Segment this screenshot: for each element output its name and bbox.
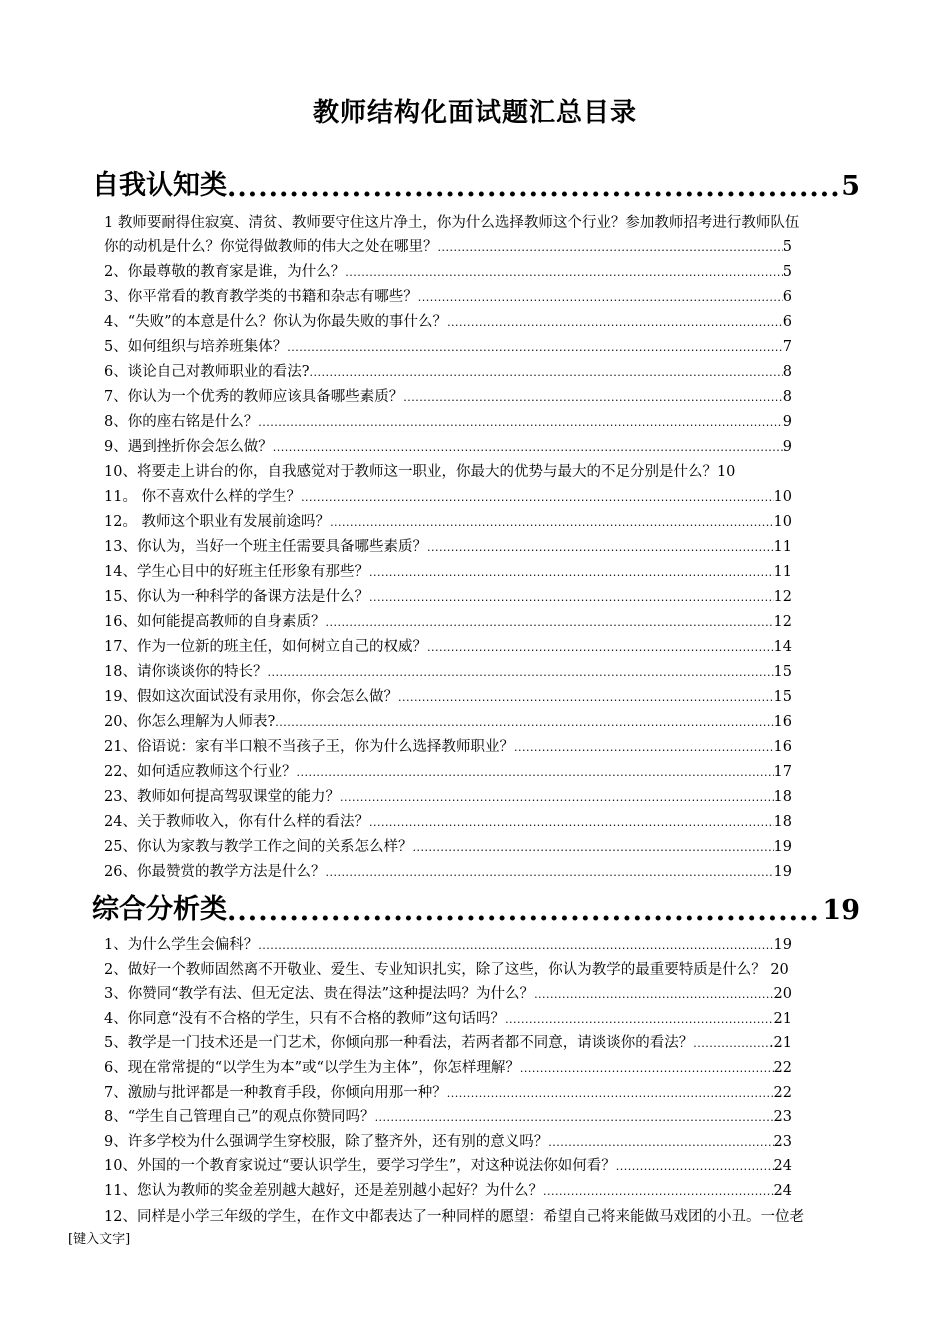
leader-dots xyxy=(267,661,773,683)
toc-entry-page: 18 xyxy=(773,814,792,830)
leader-dots xyxy=(548,1131,773,1153)
toc-entry[interactable] xyxy=(104,1057,792,1079)
section-page-number: 19 xyxy=(822,895,860,926)
leader-dots xyxy=(340,786,774,808)
leader-dots xyxy=(369,811,774,833)
toc-entry[interactable] xyxy=(104,1155,792,1177)
toc-entry[interactable] xyxy=(104,836,792,858)
toc-entry-page: 5 xyxy=(782,239,792,255)
toc-entry[interactable] xyxy=(104,461,884,483)
toc-entry-page: 11 xyxy=(773,539,792,555)
toc-entry-page: 17 xyxy=(773,764,792,780)
toc-entry-page: .21 xyxy=(768,1035,792,1052)
leader-dots xyxy=(427,536,774,558)
toc-entry[interactable] xyxy=(104,361,792,383)
toc-entry[interactable] xyxy=(104,1106,792,1128)
leader-dots xyxy=(310,361,783,383)
toc-entry[interactable] xyxy=(104,411,792,433)
toc-entry-page: 8 xyxy=(782,364,792,380)
leader-dots xyxy=(534,983,773,1005)
toc-entry-page: 19 xyxy=(773,864,792,880)
toc-entry[interactable] xyxy=(104,536,792,558)
leader-dots xyxy=(505,1008,773,1030)
leader-dots xyxy=(427,636,774,658)
toc-entry-text: 2、你最尊敬的教育家是谁，为什么？ xyxy=(104,264,346,280)
toc-entry-text: 20、你怎么理解为人师表? xyxy=(104,714,276,730)
leader-dots xyxy=(369,561,774,583)
section-heading-label: 自我认知类 xyxy=(92,170,227,201)
toc-entry-text: 你的动机是什么？你觉得做教师的伟大之处在哪里？ xyxy=(104,239,438,255)
leader-dots xyxy=(438,236,783,258)
toc-entry[interactable] xyxy=(104,386,792,408)
section-page-number: 5 xyxy=(841,171,860,202)
toc-entry-page: 12 xyxy=(773,614,792,630)
toc-entry[interactable] xyxy=(104,636,792,658)
toc-entry[interactable] xyxy=(104,1131,792,1153)
toc-entry-text: 3、你赞同“教学有法、但无定法、贵在得法”这种提法吗？为什么？ xyxy=(104,986,535,1003)
toc-entry[interactable] xyxy=(104,1180,792,1202)
toc-entry-text: 6、谈论自己对教师职业的看法? xyxy=(104,364,310,380)
toc-entry-text: 4、“失败”的本意是什么？你认为你最失败的事什么？ xyxy=(104,314,448,330)
toc-entry-page: 23 xyxy=(773,1133,792,1150)
toc-entry-page: 18 xyxy=(773,789,792,805)
toc-entry-page: 7 xyxy=(782,339,792,355)
leader-dots xyxy=(227,172,841,202)
leader-dots xyxy=(412,836,773,858)
toc-entry-page: 8 xyxy=(782,389,792,405)
toc-entry-page: 6 xyxy=(782,314,792,330)
toc-entry[interactable] xyxy=(104,686,792,708)
toc-entry-text: 6、现在常常提的“以学生为本”或“以学生为主体”，你怎样理解？ xyxy=(104,1060,520,1076)
toc-entry-page: 9 xyxy=(782,414,792,430)
toc-entry[interactable] xyxy=(104,261,792,283)
leader-dots xyxy=(520,1057,774,1079)
toc-entry-page: 24 xyxy=(773,1183,792,1199)
leader-dots xyxy=(369,586,774,608)
toc-entry-text: 9、许多学校为什么强调学生穿校服，除了整齐外，还有别的意义吗？ xyxy=(104,1133,549,1150)
leader-dots xyxy=(616,1155,774,1177)
toc-entry[interactable] xyxy=(104,736,792,758)
toc-entry[interactable] xyxy=(104,286,792,308)
toc-entry-text: 26、你最赞赏的教学方法是什么？ xyxy=(104,864,326,880)
toc-entry[interactable] xyxy=(104,311,792,333)
toc-entry-text: 7、你认为一个优秀的教师应该具备哪些素质？ xyxy=(104,389,404,405)
leader-dots xyxy=(296,761,773,783)
toc-entry-text: 8、“学生自己管理自己”的观点你赞同吗？ xyxy=(104,1109,375,1126)
toc-entry-page: 20 xyxy=(773,986,792,1003)
toc-entry-text: 25、你认为家教与教学工作之间的关系怎么样？ xyxy=(104,839,413,855)
toc-entry-text: 10、将要走上讲台的你，自我感觉对于教师这一职业，你最大的优势与最大的不足分别是什么？10 xyxy=(104,464,736,480)
leader-dots xyxy=(375,1106,774,1128)
leader-dots xyxy=(287,336,783,358)
toc-entry-text: 24、关于教师收入，你有什么样的看法？ xyxy=(104,814,369,830)
leader-dots xyxy=(275,711,773,733)
toc-entry-page: 16 xyxy=(773,714,792,730)
toc-entry[interactable] xyxy=(104,336,792,358)
toc-entry-text: 11、您认为教师的奖金差别越大越好，还是差别越小起好？为什么？ xyxy=(104,1183,543,1199)
leader-dots xyxy=(325,861,773,883)
toc-entry[interactable] xyxy=(104,811,792,833)
toc-entry-text: 14、学生心目中的好班主任形象有那些？ xyxy=(104,564,369,580)
leader-dots xyxy=(273,436,783,458)
toc-entry-text: 5、教学是一门技术还是一门艺术，你倾向那一种看法，若两者都不同意，请谈谈你的看法？ xyxy=(104,1035,694,1052)
toc-entry-text: 3、你平常看的教育教学类的书籍和杂志有哪些？ xyxy=(104,289,418,305)
toc-entry-text: 17、作为一位新的班主任，如何树立自己的权威？ xyxy=(104,639,427,655)
toc-entry-page: 14 xyxy=(773,639,792,655)
leader-dots xyxy=(693,1032,769,1054)
toc-entry-text: 21、俗语说：家有半口粮不当孩子王，你为什么选择教师职业？ xyxy=(104,739,514,755)
leader-dots xyxy=(227,896,822,926)
toc-entry-text: 12。 教师这个职业有发展前途吗？ xyxy=(104,514,331,530)
toc-entry-text: 11。 你不喜欢什么样的学生？ xyxy=(104,489,302,505)
leader-dots xyxy=(418,286,783,308)
toc-entry[interactable] xyxy=(104,1082,792,1104)
toc-entry[interactable] xyxy=(104,586,792,608)
toc-entry[interactable] xyxy=(104,561,792,583)
toc-entry[interactable] xyxy=(104,934,792,956)
toc-entry-page: 6 xyxy=(782,289,792,305)
leader-dots xyxy=(325,611,773,633)
toc-entry-page: 19 xyxy=(773,839,792,855)
toc-entry[interactable] xyxy=(104,661,792,683)
toc-entry-text: 5、如何组织与培养班集体？ xyxy=(104,339,288,355)
toc-entry-text: 16、如何能提高教师的自身素质？ xyxy=(104,614,326,630)
toc-entry-text: 4、你同意“没有不合格的学生，只有不合格的教师”这句话吗？ xyxy=(104,1010,506,1027)
toc-entry-text: 18、请你谈谈你的特长？ xyxy=(104,664,268,680)
toc-entry-page: 15 xyxy=(773,664,792,680)
toc-entry-page: 16 xyxy=(773,739,792,755)
toc-entry-text: 10、外国的一个教育家说过“要认识学生，要学习学生”，对这种说法你如何看？ xyxy=(104,1158,616,1175)
leader-dots xyxy=(301,486,773,508)
toc-entry-page: 22 xyxy=(773,1060,792,1076)
toc-entry-page: 24 xyxy=(773,1158,792,1175)
toc-entry[interactable] xyxy=(104,511,792,533)
toc-entry-page: 11 xyxy=(773,564,792,580)
toc-entry[interactable] xyxy=(104,436,792,458)
toc-entry[interactable] xyxy=(104,861,792,883)
toc-entry-page: 22 xyxy=(773,1084,792,1101)
section-heading-label: 综合分析类 xyxy=(92,894,227,925)
leader-dots xyxy=(514,736,774,758)
leader-dots xyxy=(345,261,783,283)
toc-entry-text: 23、教师如何提高驾驭课堂的能力？ xyxy=(104,789,340,805)
toc-entry-text: 13、你认为，当好一个班主任需要具备哪些素质？ xyxy=(104,539,427,555)
toc-entry[interactable] xyxy=(104,983,792,1005)
toc-entry[interactable] xyxy=(104,959,884,981)
toc-entry-text: 9、遇到挫折你会怎么做？ xyxy=(104,439,273,455)
section-heading-self-awareness[interactable] xyxy=(92,168,860,202)
toc-entry-page: 9 xyxy=(782,439,792,455)
page-title: 教师结构化面试题汇总目录 xyxy=(312,98,637,128)
section-heading-comprehensive-analysis[interactable] xyxy=(92,892,860,926)
footer-placeholder: [键入文字] xyxy=(68,1232,131,1247)
toc-entry-text: 1、为什么学生会偏科？ xyxy=(104,937,259,953)
toc-entry[interactable] xyxy=(104,761,792,783)
toc-entry-page: 5 xyxy=(782,264,792,280)
toc-entry[interactable] xyxy=(104,236,792,258)
leader-dots xyxy=(398,686,774,708)
toc-entry-text: 2、做好一个教师固然离不开敬业、爱生、专业知识扎实，除了这些，你认为教学的最重要特质是什么？ 20 xyxy=(104,961,789,978)
toc-entry-page: 23 xyxy=(773,1109,792,1126)
toc-entry-text: 7、激励与批评都是一种教育手段，你倾向用那一种？ xyxy=(104,1084,447,1101)
toc-entry-page: 21 xyxy=(773,1010,792,1027)
leader-dots xyxy=(447,311,783,333)
toc-entry[interactable] xyxy=(104,1032,792,1054)
leader-dots xyxy=(330,511,773,533)
toc-entry-page: 19 xyxy=(773,937,792,953)
toc-entry-text: 15、你认为一种科学的备课方法是什么？ xyxy=(104,589,369,605)
toc-entry-page: 10 xyxy=(773,514,792,530)
toc-entry[interactable] xyxy=(104,611,792,633)
toc-entry-page: 15 xyxy=(773,689,792,705)
toc-entry-page: 10 xyxy=(773,489,792,505)
toc-entry-page: 12 xyxy=(773,589,792,605)
toc-entry[interactable] xyxy=(104,786,792,808)
toc-entry-text: 8、你的座右铭是什么？ xyxy=(104,414,259,430)
leader-dots xyxy=(447,1082,774,1104)
toc-entry-text: 19、假如这次面试没有录用你，你会怎么做？ xyxy=(104,689,398,705)
toc-entry-line[interactable]: 1 教师要耐得住寂寞、清贫、教师要守住这片净土，你为什么选择教师这个行业？参加教师招考进行教师队伍 xyxy=(104,215,800,231)
leader-dots xyxy=(543,1180,774,1202)
toc-entry-text: 22、如何适应教师这个行业？ xyxy=(104,764,297,780)
leader-dots xyxy=(258,411,783,433)
toc-entry[interactable] xyxy=(104,1008,792,1030)
leader-dots xyxy=(403,386,783,408)
leader-dots xyxy=(258,934,773,956)
toc-entry[interactable] xyxy=(104,486,792,508)
toc-entry[interactable] xyxy=(104,711,792,733)
toc-entry-line[interactable]: 12、同样是小学三年级的学生，在作文中都表达了一种同样的愿望：希望自己将来能做马戏团的小丑。一位老 xyxy=(104,1209,804,1225)
